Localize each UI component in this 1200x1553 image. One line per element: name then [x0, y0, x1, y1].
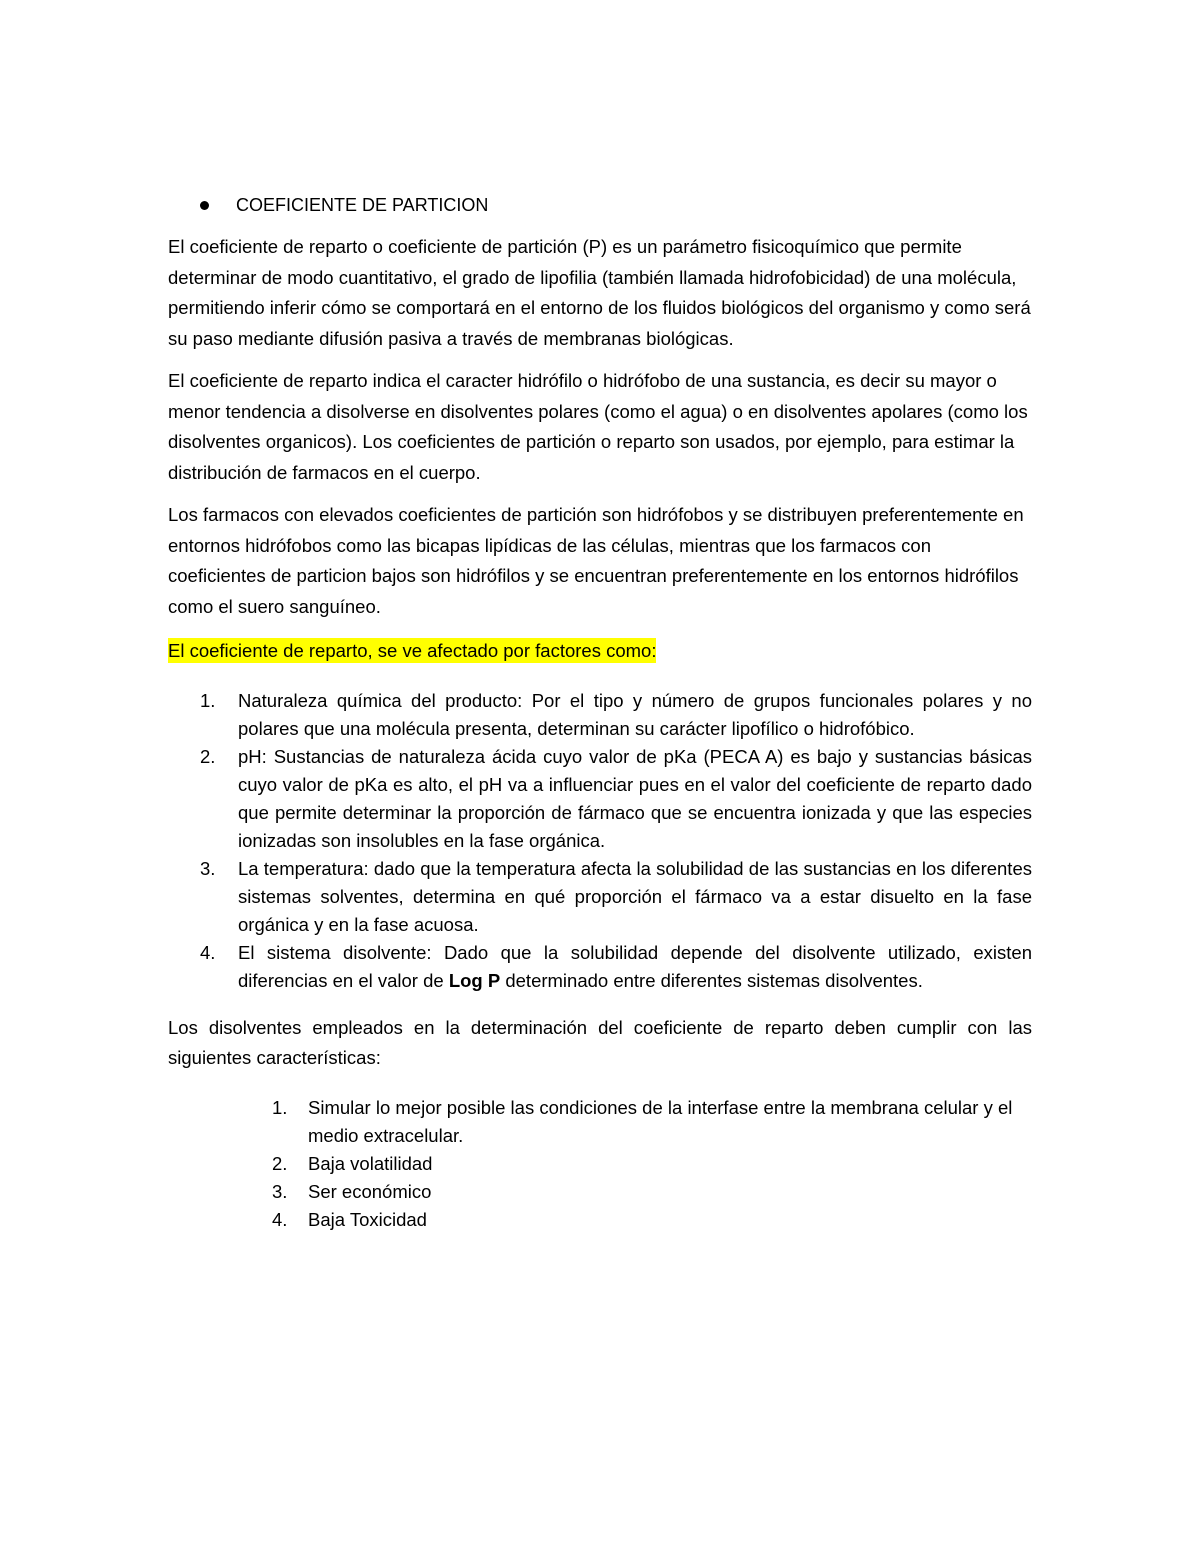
list-item: [168, 1094, 1032, 1150]
document-page: [168, 190, 1032, 1252]
list-item: [168, 687, 1032, 743]
paragraph-definition: El coeficiente de reparto o coeficiente de partición (P) es un parámetro fisicoquímico que permite determinar de modo cuantitativo, el grado de lipofilia (también llamada hidrofobicidad) de una molécula, permitiendo inferir cómo se comportará en el entorno de los fluidos biológicos del organismo y como será su paso mediante difusión pasiva a través de membranas biológicas.: [168, 236, 1031, 349]
list-item: [168, 855, 1032, 939]
highlighted-intro: [168, 636, 1032, 667]
list-number: 2.: [272, 1152, 288, 1174]
list-item-text: Simular lo mejor posible las condiciones de la interfase entre la membrana celular y el medio extracelular.: [308, 1096, 1013, 1146]
list-item: [168, 1150, 1032, 1178]
list-item-text: Ser económico: [308, 1180, 432, 1202]
log-p-term: Log P: [448, 969, 501, 991]
list-item: [168, 939, 1032, 995]
list-number: 3.: [272, 1180, 288, 1202]
list-item-text: pH: Sustancias de naturaleza ácida cuyo valor de pKa (PECA A) es bajo y sustancias básicas cuyo valor de pKa es alto, el pH va a influenciar pues en el valor del coeficiente de reparto dado que permite determinar la proporción de fármaco que se encuentra ionizada y que las especies ionizadas son insolubles en la fase orgánica.: [238, 745, 1032, 851]
paragraph-distribution: Los farmacos con elevados coeficientes de partición son hidrófobos y se distribuyen preferentemente en entornos hidrófobos como las bicapas lipídicas de las células, mientras que los farmacos con coeficientes de particion bajos son hidrófilos y se encuentran preferentemente en los entornos hidrófilos como el suero sanguíneo.: [168, 504, 1024, 617]
list-number: 4.: [272, 1208, 288, 1230]
paragraph-character: El coeficiente de reparto indica el caracter hidrófilo o hidrófobo de una sustancia, es decir su mayor o menor tendencia a disolverse en disolventes polares (como el agua) o en disolventes apolares (como los disolventes organicos). Los coeficientes de partición o reparto son usados, por ejemplo, para estimar la distribución de farmacos en el cuerpo.: [168, 370, 1028, 483]
list-item-text: La temperatura: dado que la temperatura afecta la solubilidad de las sustancias en los diferentes sistemas solventes, determina en qué proporción el fármaco va a estar disuelto en la fase orgánica y en la fase acuosa.: [238, 857, 1032, 935]
characteristics-list: [168, 1094, 1032, 1234]
list-item: [168, 1206, 1032, 1234]
list-item-text: Baja volatilidad: [308, 1152, 433, 1174]
bullet-icon: [200, 201, 209, 210]
paragraph-solvents: Los disolventes empleados en la determinación del coeficiente de reparto deben cumplir con las siguientes características:: [168, 1016, 1032, 1068]
list-number: 4.: [200, 941, 216, 963]
list-number: 1.: [200, 689, 216, 711]
list-number: 2.: [200, 745, 216, 767]
section-heading: COEFICIENTE DE PARTICION: [236, 195, 489, 215]
list-item-text-after: determinado entre diferentes sistemas disolventes.: [500, 969, 923, 991]
list-item-text-before: El sistema disolvente: Dado que la solubilidad depende del disolvente utilizado, existen diferencias en el valor de: [238, 941, 1032, 991]
factors-list: [168, 687, 1032, 995]
list-item: [168, 743, 1032, 855]
heading-row: [168, 190, 1032, 220]
highlighted-text: El coeficiente de reparto, se ve afectado por factores como:: [168, 640, 657, 661]
list-item: [168, 1178, 1032, 1206]
list-number: 1.: [272, 1096, 288, 1118]
list-item-text: Baja Toxicidad: [308, 1208, 427, 1230]
list-item-text: Naturaleza química del producto: Por el tipo y número de grupos funcionales polares y no polares que una molécula presenta, determinan su carácter lipofílico o hidrofóbico.: [238, 689, 1032, 739]
list-number: 3.: [200, 857, 216, 879]
